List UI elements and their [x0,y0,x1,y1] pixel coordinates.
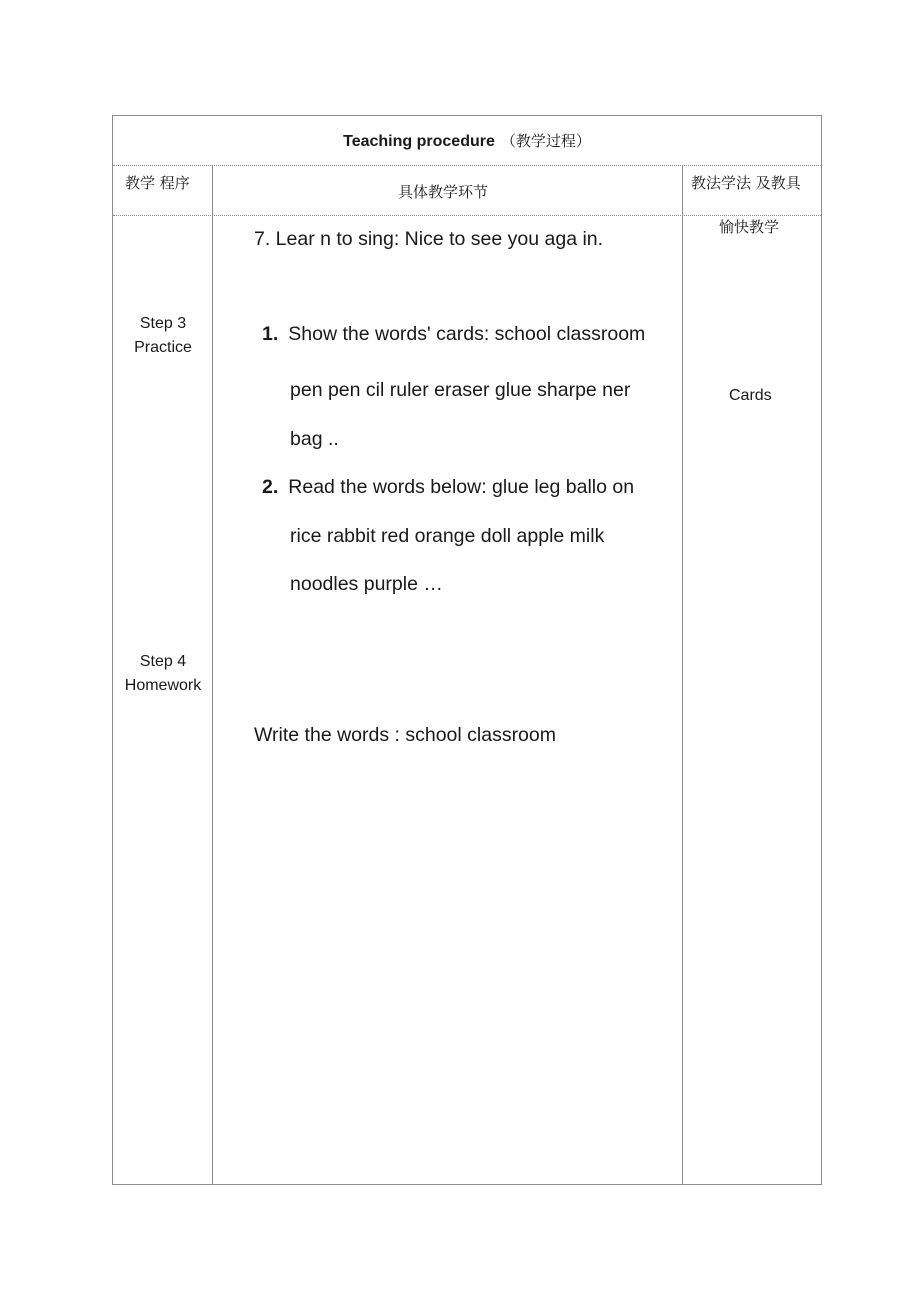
header-methods-aids: 教法学法 及教具 [691,174,801,192]
method-happy-teaching: 愉快教学 [719,218,780,236]
table-title-row [113,116,821,166]
header-procedure: 教学 程序 [125,174,190,192]
practice-item-1-text: Show the words' cards: school classroom [288,323,646,345]
step-3-name: Practice [134,339,192,356]
step-4-number: Step 4 [139,653,187,670]
teaching-procedure-table [112,115,822,1185]
practice-item-2-continuation-b: noodles purple … [290,573,443,595]
table-title [113,130,821,151]
sing-activity: 7. Lear n to sing: Nice to see you aga in. [254,228,604,250]
practice-item-2-number: 2. [262,476,279,498]
homework-text: Write the words : school classroom [254,724,556,746]
column-divider-2 [682,166,683,1184]
step-3-number: Step 3 [139,315,187,332]
practice-item-2 [262,476,634,499]
table-title-cn: （教学过程） [500,132,591,150]
practice-item-1-continuation-b: bag .. [290,428,339,450]
step-4-label [113,650,213,698]
step-4-name: Homework [124,677,202,694]
step-3-label [113,312,213,360]
practice-item-1-continuation-a: pen pen cil ruler eraser glue sharpe ner [290,379,631,401]
practice-item-1-number: 1. [262,323,279,345]
practice-item-2-text: Read the words below: glue leg ballo on [288,476,635,498]
table-title-en: Teaching procedure [343,133,495,150]
method-cards: Cards [729,387,772,404]
practice-item-2-continuation-a: rice rabbit red orange doll apple milk [290,525,605,547]
header-teaching-steps: 具体教学环节 [398,183,489,201]
table-header-row [113,166,821,216]
practice-item-1 [262,323,645,346]
